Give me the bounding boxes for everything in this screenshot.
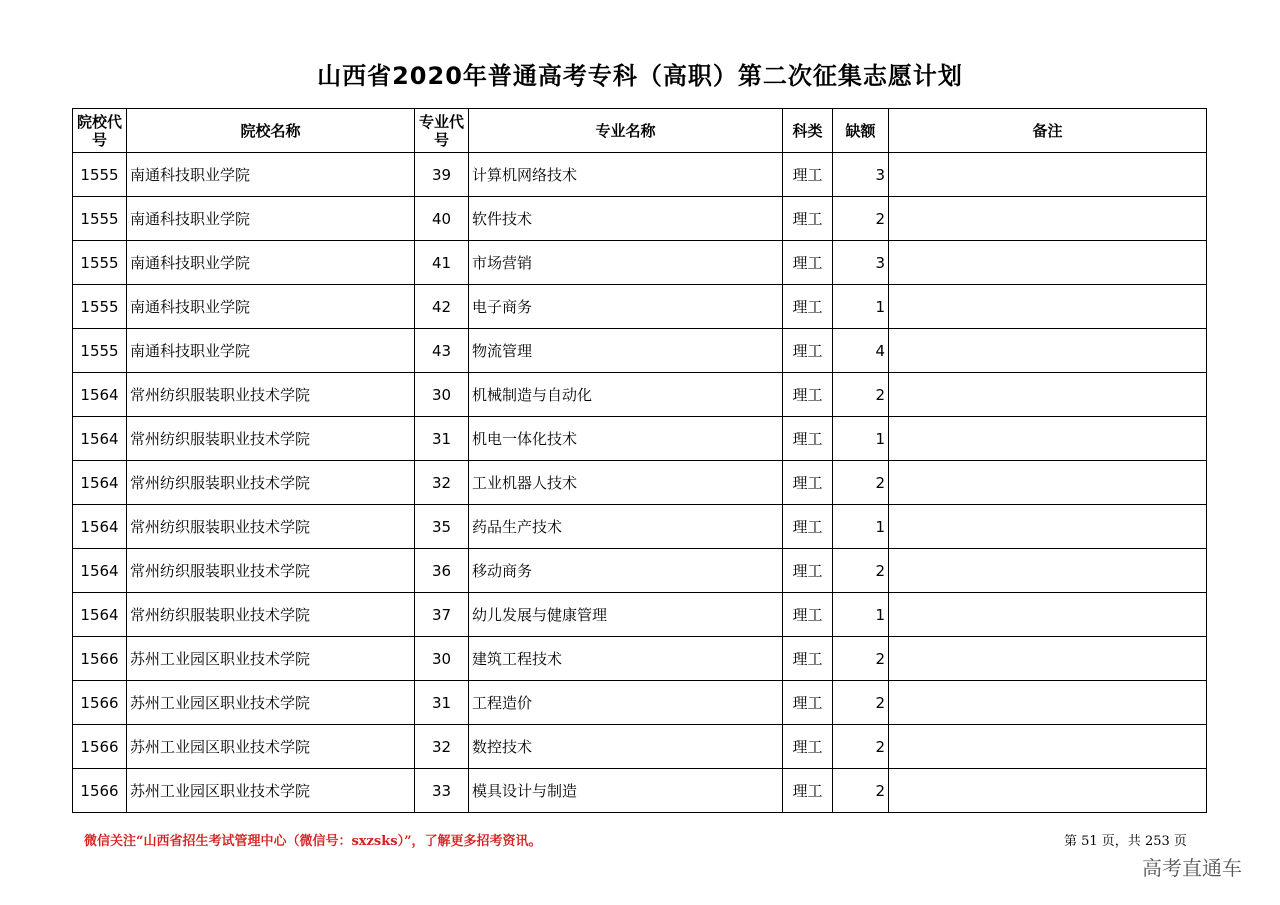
header-vacancy: 缺额 — [833, 109, 889, 153]
plan-table — [72, 108, 1207, 813]
cell-school-name: 苏州工业园区职业技术学院 — [127, 769, 415, 813]
cell-school-code: 1564 — [73, 461, 127, 505]
header-school-code: 院校代号 — [73, 109, 127, 153]
table-row — [73, 417, 1207, 461]
cell-school-code: 1566 — [73, 769, 127, 813]
cell-major-name: 工业机器人技术 — [469, 461, 783, 505]
cell-vacancy: 2 — [833, 461, 889, 505]
cell-school-code: 1566 — [73, 681, 127, 725]
cell-major-code: 31 — [415, 417, 469, 461]
cell-major-code: 35 — [415, 505, 469, 549]
cell-remarks — [889, 417, 1207, 461]
cell-major-code: 40 — [415, 197, 469, 241]
cell-remarks — [889, 285, 1207, 329]
cell-school-name: 常州纺织服装职业技术学院 — [127, 593, 415, 637]
table-row — [73, 241, 1207, 285]
cell-vacancy: 2 — [833, 637, 889, 681]
cell-remarks — [889, 769, 1207, 813]
header-major-name: 专业名称 — [469, 109, 783, 153]
cell-major-code: 33 — [415, 769, 469, 813]
cell-remarks — [889, 549, 1207, 593]
table-row — [73, 769, 1207, 813]
cell-major-code: 30 — [415, 373, 469, 417]
cell-major-code: 32 — [415, 461, 469, 505]
cell-vacancy: 3 — [833, 153, 889, 197]
cell-vacancy: 2 — [833, 725, 889, 769]
table-row — [73, 505, 1207, 549]
cell-vacancy: 1 — [833, 285, 889, 329]
cell-major-code: 32 — [415, 725, 469, 769]
cell-school-code: 1555 — [73, 241, 127, 285]
cell-major-name: 数控技术 — [469, 725, 783, 769]
cell-major-code: 30 — [415, 637, 469, 681]
cell-school-code: 1566 — [73, 637, 127, 681]
cell-category: 理工 — [783, 549, 833, 593]
table-row — [73, 153, 1207, 197]
cell-remarks — [889, 505, 1207, 549]
header-school-name: 院校名称 — [127, 109, 415, 153]
cell-category: 理工 — [783, 725, 833, 769]
cell-category: 理工 — [783, 241, 833, 285]
cell-vacancy: 3 — [833, 241, 889, 285]
cell-vacancy: 2 — [833, 549, 889, 593]
cell-school-code: 1566 — [73, 725, 127, 769]
cell-vacancy: 2 — [833, 681, 889, 725]
cell-remarks — [889, 637, 1207, 681]
cell-major-name: 移动商务 — [469, 549, 783, 593]
page-number: 第 51 页，共 253 页 — [1064, 834, 1187, 849]
cell-major-code: 31 — [415, 681, 469, 725]
cell-school-name: 常州纺织服装职业技术学院 — [127, 417, 415, 461]
cell-major-name: 建筑工程技术 — [469, 637, 783, 681]
cell-remarks — [889, 593, 1207, 637]
cell-major-code: 39 — [415, 153, 469, 197]
table-row — [73, 725, 1207, 769]
cell-category: 理工 — [783, 593, 833, 637]
header-remarks: 备注 — [889, 109, 1207, 153]
cell-category: 理工 — [783, 681, 833, 725]
cell-school-code: 1555 — [73, 153, 127, 197]
cell-school-code: 1564 — [73, 505, 127, 549]
cell-school-name: 常州纺织服装职业技术学院 — [127, 549, 415, 593]
cell-category: 理工 — [783, 153, 833, 197]
cell-category: 理工 — [783, 417, 833, 461]
cell-school-code: 1564 — [73, 593, 127, 637]
cell-remarks — [889, 241, 1207, 285]
cell-school-name: 苏州工业园区职业技术学院 — [127, 725, 415, 769]
cell-school-name: 南通科技职业学院 — [127, 241, 415, 285]
cell-major-code: 41 — [415, 241, 469, 285]
header-major-code: 专业代号 — [415, 109, 469, 153]
cell-major-name: 机电一体化技术 — [469, 417, 783, 461]
cell-category: 理工 — [783, 373, 833, 417]
cell-remarks — [889, 153, 1207, 197]
watermark-text: 高考直通车 — [1142, 856, 1242, 880]
table-row — [73, 329, 1207, 373]
cell-remarks — [889, 197, 1207, 241]
table-row — [73, 461, 1207, 505]
cell-school-code: 1555 — [73, 329, 127, 373]
cell-school-code: 1555 — [73, 285, 127, 329]
table-row — [73, 549, 1207, 593]
cell-remarks — [889, 329, 1207, 373]
cell-school-name: 常州纺织服装职业技术学院 — [127, 373, 415, 417]
cell-remarks — [889, 373, 1207, 417]
cell-major-code: 42 — [415, 285, 469, 329]
cell-vacancy: 2 — [833, 373, 889, 417]
cell-category: 理工 — [783, 285, 833, 329]
table-row — [73, 681, 1207, 725]
cell-remarks — [889, 461, 1207, 505]
cell-school-name: 苏州工业园区职业技术学院 — [127, 637, 415, 681]
cell-school-name: 南通科技职业学院 — [127, 197, 415, 241]
cell-major-name: 市场营销 — [469, 241, 783, 285]
table-row — [73, 637, 1207, 681]
page-title: 山西省2020年普通高考专科（高职）第二次征集志愿计划 — [317, 62, 963, 90]
cell-vacancy: 2 — [833, 769, 889, 813]
cell-vacancy: 1 — [833, 593, 889, 637]
cell-major-name: 计算机网络技术 — [469, 153, 783, 197]
cell-category: 理工 — [783, 461, 833, 505]
cell-school-name: 南通科技职业学院 — [127, 285, 415, 329]
cell-school-code: 1555 — [73, 197, 127, 241]
cell-major-code: 37 — [415, 593, 469, 637]
cell-school-name: 南通科技职业学院 — [127, 329, 415, 373]
cell-school-name: 常州纺织服装职业技术学院 — [127, 461, 415, 505]
cell-vacancy: 4 — [833, 329, 889, 373]
table-row — [73, 285, 1207, 329]
cell-major-name: 软件技术 — [469, 197, 783, 241]
table-row — [73, 197, 1207, 241]
cell-school-name: 苏州工业园区职业技术学院 — [127, 681, 415, 725]
cell-major-name: 物流管理 — [469, 329, 783, 373]
cell-category: 理工 — [783, 197, 833, 241]
cell-major-code: 36 — [415, 549, 469, 593]
table-row — [73, 373, 1207, 417]
cell-category: 理工 — [783, 329, 833, 373]
cell-school-name: 南通科技职业学院 — [127, 153, 415, 197]
cell-category: 理工 — [783, 505, 833, 549]
cell-category: 理工 — [783, 637, 833, 681]
cell-major-name: 工程造价 — [469, 681, 783, 725]
wechat-notice: 微信关注“山西省招生考试管理中心（微信号：sxzsks）”，了解更多招考资讯。 — [84, 834, 542, 849]
cell-vacancy: 2 — [833, 197, 889, 241]
cell-vacancy: 1 — [833, 505, 889, 549]
table-row — [73, 593, 1207, 637]
cell-major-name: 电子商务 — [469, 285, 783, 329]
table-body — [73, 153, 1207, 813]
cell-school-code: 1564 — [73, 373, 127, 417]
cell-major-name: 机械制造与自动化 — [469, 373, 783, 417]
cell-school-code: 1564 — [73, 417, 127, 461]
cell-school-name: 常州纺织服装职业技术学院 — [127, 505, 415, 549]
cell-school-code: 1564 — [73, 549, 127, 593]
cell-major-name: 药品生产技术 — [469, 505, 783, 549]
cell-category: 理工 — [783, 769, 833, 813]
cell-major-code: 43 — [415, 329, 469, 373]
header-category: 科类 — [783, 109, 833, 153]
cell-major-name: 模具设计与制造 — [469, 769, 783, 813]
table-header-row — [73, 109, 1207, 153]
cell-remarks — [889, 681, 1207, 725]
cell-major-name: 幼儿发展与健康管理 — [469, 593, 783, 637]
cell-vacancy: 1 — [833, 417, 889, 461]
cell-remarks — [889, 725, 1207, 769]
